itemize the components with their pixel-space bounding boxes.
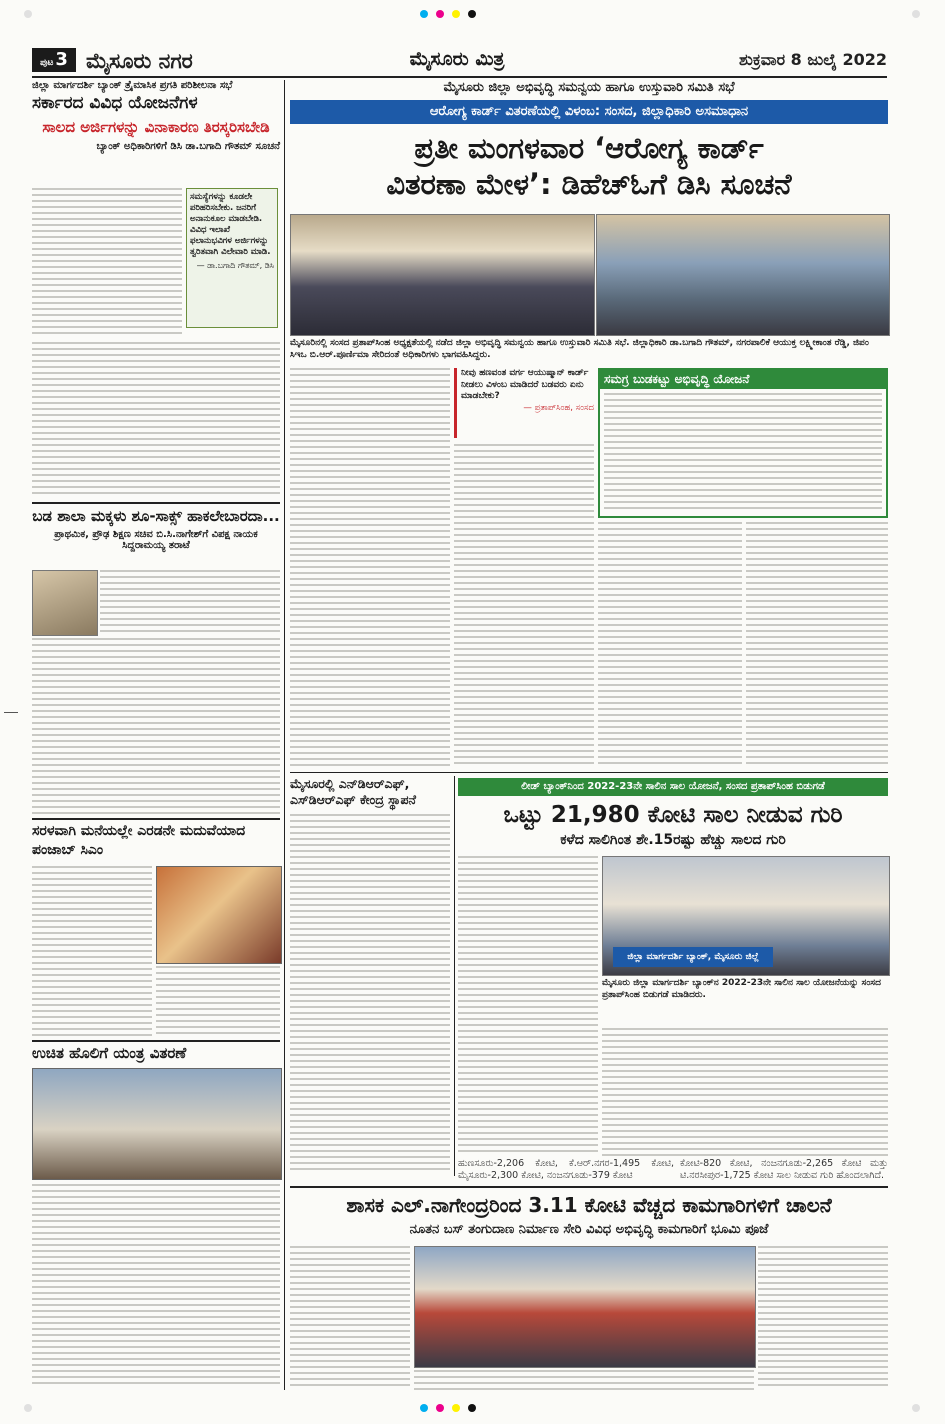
credit-plan-subhead: ಕಳೆದ ಸಾಲಿಗಿಂತ ಶೇ.15ರಷ್ಟು ಹೆಚ್ಚು ಸಾಲದ ಗುರಿ: [560, 832, 786, 848]
registration-mark: [912, 1404, 920, 1412]
registration-mark: [24, 10, 32, 18]
credit-plan-headline: ಒಟ್ಟು 21,980 ಕೋಟಿ ಸಾಲ ನೀಡುವ ಗುರಿ: [503, 802, 843, 828]
main-banner: [290, 100, 888, 124]
tribal-box: [598, 368, 888, 518]
page-number: 3: [55, 49, 68, 70]
credit-plan-kicker: ಲೀಡ್ ಬ್ಯಾಂಕ್‌ನಿಂದ 2022-23ನೇ ಸಾಲಿನ ಸಾಲ ಯೋಜನೆ, ಸಂಸದ ಪ್ರತಾಪ್‌ಸಿಂಹ ಬಿಡುಗಡೆ: [521, 781, 825, 792]
pullquote-author: — ಪ್ರತಾಪ್‌ಸಿಂಹ, ಸಂಸದ: [523, 402, 594, 413]
bottom-headline: ಶಾಸಕ ಎಲ್.ನಾಗೇಂದ್ರರಿಂದ 3.11 ಕೋಟಿ ವೆಚ್ಚದ ಕಾಮಗಾರಿಗಳಿಗೆ ಚಾಲನೆ: [346, 1193, 832, 1217]
body-text-block: [290, 814, 450, 1174]
column-rule: [290, 772, 888, 773]
body-text-block: [100, 570, 280, 634]
body-text-block: [32, 866, 152, 1036]
pullquote-text: ನೀವು ಹಣವಂತ ವರ್ಗ ಆಯುಷ್ಮಾನ್ ಕಾರ್ಡ್ ನೀಡಲು ವಿಳಂಬ ಮಾಡಿದರೆ ಬಡವರು ಏನು ಮಾಡಬೇಕು?: [461, 368, 589, 401]
column-divider: [284, 80, 285, 1390]
main-photo-caption: ಮೈಸೂರಿನಲ್ಲಿ ಸಂಸದ ಪ್ರತಾಪ್‌ಸಿಂಹ ಅಧ್ಯಕ್ಷತೆಯಲ್ಲಿ ನಡೆದ ಜಿಲ್ಲಾ ಅಭಿವೃದ್ಧಿ ಸಮನ್ವಯ ಹಾಗೂ ಉಸ್ತುವಾರಿ ಸಮಿತಿ ಸಭೆ. ಜಿಲ್ಲಾಧಿಕಾರಿ ಡಾ.ಬಗಾದಿ ಗೌತಮ್, ನಗರಪಾಲಿಕೆ ಆಯುಕ್ತ ಲಕ್ಷ್ಮೀಕಾಂತ ರೆಡ್ಡಿ, ಜಿಪಂ ಸಿಇಒ ಬಿ.ಆರ್.ಪೂರ್ಣಿಮಾ ಸೇರಿದಂತೆ ಅಧಿಕಾರಿಗಳು ಭಾಗವಹಿಸಿದ್ದರು.: [290, 338, 869, 360]
crop-mark: [4, 712, 18, 713]
credit-plan-caption: ಮೈಸೂರು ಜಿಲ್ಲಾ ಮಾರ್ಗದರ್ಶಿ ಬ್ಯಾಂಕ್‌ನ 2022-23ನೇ ಸಾಲಿನ ಸಾಲ ಯೋಜನೆಯನ್ನು ಸಂಸದ ಪ್ರತಾಪ್‌ಸಿಂಹ ಬಿಡುಗಡೆ ಮಾಡಿದರು.: [602, 978, 881, 1000]
credit-plan-stat-1: ಹುಣಸೂರು-2,206 ಕೋಟಿ, ಕೆ.ಆರ್.ನಗರ-1,495 ಕೋಟಿ, ಮೈಸೂರು-2,300 ಕೋಟಿ, ನಂಜನಗೂಡು-379 ಕೋಟಿ: [458, 1158, 674, 1182]
tribal-box-title: ಸಮಗ್ರ ಬುಡಕಟ್ಟು ಅಭಿವೃದ್ಧಿ ಯೋಜನೆ: [600, 370, 886, 389]
registration-mark: [24, 1404, 32, 1412]
body-text-block: [290, 368, 450, 768]
left-top-article: [32, 80, 280, 500]
body-text-block: [290, 1246, 410, 1390]
issue-date: ಶುಕ್ರವಾರ 8 ಜುಲೈ 2022: [738, 50, 887, 69]
ndrf-headline: ಮೈಸೂರಲ್ಲಿ ಎನ್‌ಡಿಆರ್‌ಎಫ್, ಎಸ್‌ಡಿಆರ್‌ಎಫ್ ಕೇಂದ್ರ ಸ್ಥಾಪನೆ: [290, 776, 416, 807]
page-number-box: [32, 48, 76, 72]
registration-mark: [452, 1404, 460, 1412]
registration-mark: [436, 10, 444, 18]
column-rule: [290, 1186, 888, 1188]
left-mid-headline: ಬಡ ಶಾಲಾ ಮಕ್ಕಳು ಶೂ-ಸಾಕ್ಸ್ ಹಾಕಲೇಬಾರದಾ...: [32, 507, 280, 525]
meeting-photo-right: [596, 214, 890, 336]
quote-text: ಸಮಸ್ಯೆಗಳನ್ನು ಕೂಡಲೇ ಪರಿಹರಿಸಬೇಕು. ಜನರಿಗೆ ಅನಾನುಕೂಲ ಮಾಡಬೇಡಿ. ವಿವಿಧ ಇಲಾಖೆ ಫಲಾನುಭವಿಗಳ ಅರ್ಜಿಗಳನ್ನು ತ್ವರಿತವಾಗಿ ವಿಲೇವಾರಿ ಮಾಡಿ.: [190, 192, 271, 257]
body-text-block: [156, 966, 280, 1036]
credit-plan-stat-2: ಕೋಟಿ-820 ಕೋಟಿ, ನಂಜನಗೂಡು-2,265 ಕೋಟಿ ಮತ್ತು ಟಿ.ನರಸೀಪುರ-1,725 ಕೋಟಿ ಸಾಲ ನೀಡುವ ಗುರಿ ಹೊಂದಲಾಗಿದೆ.: [680, 1158, 888, 1182]
bank-banner-text: ಜಿಲ್ಲಾ ಮಾರ್ಗದರ್ಶಿ ಬ್ಯಾಂಕ್, ಮೈಸೂರು ಜಿಲ್ಲೆ: [627, 952, 759, 962]
paper-name: ಮೈಸೂರು ಮಿತ್ರ: [409, 48, 505, 70]
body-text-block: [602, 1028, 888, 1156]
registration-mark: [420, 10, 428, 18]
left-mid-subhead: ಪ್ರಾಥಮಿಕ, ಪ್ರೌಢ ಶಿಕ್ಷಣ ಸಚಿವ ಬಿ.ಸಿ.ನಾಗೇಶ್‌ಗೆ ವಿಪಕ್ಷ ನಾಯಕ ಸಿದ್ದರಾಮಯ್ಯ ತರಾಟೆ: [54, 529, 258, 551]
registration-mark: [452, 10, 460, 18]
body-text-block: [32, 188, 182, 338]
bhoomi-pooja-photo: [414, 1246, 756, 1368]
left-bottom-article: [32, 1044, 280, 1390]
meeting-photo-left: [290, 214, 595, 336]
left-top-headline: ಸರ್ಕಾರದ ವಿವಿಧ ಯೋಜನೆಗಳ: [32, 93, 198, 113]
sewing-machine-photo: [32, 1068, 282, 1180]
registration-mark: [420, 1404, 428, 1412]
body-text-block: [746, 522, 888, 768]
left-bottom-headline: ಉಚಿತ ಹೊಲಿಗೆ ಯಂತ್ರ ವಿತರಣೆ: [32, 1044, 187, 1062]
page-prefix: ಪುಟ: [40, 58, 54, 68]
left-top-body: [32, 188, 182, 338]
body-text-block: [598, 522, 742, 768]
body-text-block: [758, 1246, 888, 1390]
registration-mark: [436, 1404, 444, 1412]
column-divider: [454, 776, 455, 1176]
bank-banner: [613, 947, 773, 967]
body-text-block: [604, 393, 882, 511]
registration-mark: [912, 10, 920, 18]
quote-author: — ಡಾ.ಬಗಾದಿ ಗೌತಮ್, ಡಿಸಿ: [196, 261, 274, 270]
left-top-headline-2: ಸಾಲದ ಅರ್ಜಿಗಳನ್ನು ವಿನಾಕಾರಣ ತಿರಸ್ಕರಿಸಬೇಡಿ: [42, 118, 270, 136]
left-mid-article: [32, 506, 280, 816]
siddaramaiah-photo: [32, 570, 98, 636]
left-low-article: [32, 822, 280, 1038]
registration-mark: [468, 10, 476, 18]
main-kicker: ಮೈಸೂರು ಜಿಲ್ಲಾ ಅಭಿವೃದ್ಧಿ ಸಮನ್ವಯ ಹಾಗೂ ಉಸ್ತುವಾರಿ ಸಮಿತಿ ಸಭೆ: [443, 80, 735, 95]
credit-plan-photo: [602, 856, 890, 976]
body-text-block: [32, 638, 280, 814]
masthead: [32, 48, 887, 74]
body-text-block: [32, 1184, 280, 1384]
column-rule: [32, 502, 280, 504]
main-banner-text: ಆರೋಗ್ಯ ಕಾರ್ಡ್ ವಿತರಣೆಯಲ್ಲಿ ವಿಳಂಬ: ಸಂಸದ, ಜಿಲ್ಲಾಧಿಕಾರಿ ಅಸಮಾಧಾನ: [429, 104, 749, 119]
column-rule: [32, 818, 280, 820]
body-text-block: [454, 444, 594, 768]
left-low-headline: ಸರಳವಾಗಿ ಮನೆಯಲ್ಲೇ ಎರಡನೇ ಮದುವೆಯಾದ ಪಂಜಾಬ್ ಸಿಎಂ: [32, 823, 246, 858]
column-rule: [32, 1040, 280, 1042]
pullquote-box: [454, 368, 594, 438]
body-text-block: [32, 342, 280, 498]
left-top-subhead: ಬ್ಯಾಂಕ್ ಅಧಿಕಾರಿಗಳಿಗೆ ಡಿಸಿ ಡಾ.ಬಗಾದಿ ಗೌತಮ್ ಸೂಚನೆ: [96, 141, 280, 152]
body-text-block: [414, 1370, 754, 1390]
section-title: ಮೈಸೂರು ನಗರ: [86, 49, 193, 73]
bottom-subhead: ನೂತನ ಬಸ್ ತಂಗುದಾಣ ನಿರ್ಮಾಣ ಸೇರಿ ವಿವಿಧ ಅಭಿವೃದ್ಧಿ ಕಾಮಗಾರಿಗೆ ಭೂಮಿ ಪೂಜೆ: [409, 1222, 769, 1237]
wedding-photo: [156, 866, 282, 964]
ndrf-article: [290, 776, 450, 1178]
main-headline-line-2: ವಿತರಣಾ ಮೇಳ’: ಡಿಹೆಚ್‌ಓಗೆ ಡಿಸಿ ಸೂಚನೆ: [386, 167, 792, 201]
masthead-rule: [32, 76, 887, 78]
main-headline-line-1: ಪ್ರತೀ ಮಂಗಳವಾರ ‘ಆರೋಗ್ಯ ಕಾರ್ಡ್: [414, 131, 764, 165]
left-top-kicker: ಜಿಲ್ಲಾ ಮಾರ್ಗದರ್ಶಿ ಬ್ಯಾಂಕ್ ತ್ರೈಮಾಸಿಕ ಪ್ರಗತಿ ಪರಿಶೀಲನಾ ಸಭೆ: [32, 80, 233, 91]
quote-box: [186, 188, 278, 328]
registration-mark: [468, 1404, 476, 1412]
body-text-block: [458, 856, 598, 1156]
credit-plan-kicker-bar: [458, 778, 888, 796]
